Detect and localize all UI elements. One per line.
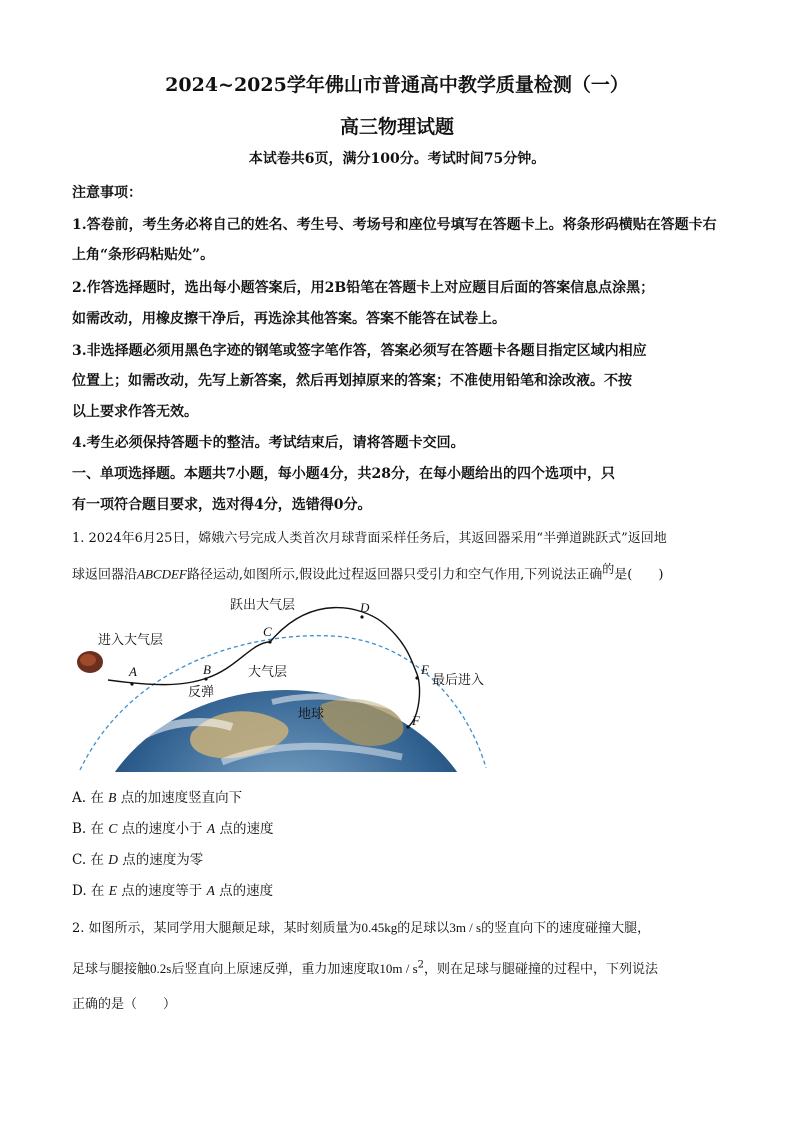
- exam-info: 本试卷共6页，满分100分。考试时间75分钟。: [248, 151, 546, 167]
- q1-path-label: ABCDEF: [137, 566, 187, 582]
- q1-line-2-d: 是( ): [614, 567, 664, 583]
- label-point-d: D: [360, 600, 370, 615]
- q1-option-b-text: 点的速度小于: [121, 821, 203, 837]
- q1-option-d-text2: 点的速度: [219, 883, 274, 899]
- label-jump-out: 跃出大气层: [230, 597, 296, 612]
- q1-option-b: [72, 817, 273, 837]
- q2-line-3: 正确的是（ ）: [72, 997, 177, 1012]
- q1-option-d: [72, 879, 273, 899]
- label-point-b: B: [203, 662, 211, 677]
- exam-title: 2024~2025学年佛山市普通高中教学质量检测（一）: [165, 74, 629, 96]
- point-e-dot: [415, 676, 418, 679]
- label-atmosphere: 大气层: [248, 664, 288, 679]
- point-a-dot: [130, 682, 133, 685]
- notice-heading: 注意事项：: [72, 185, 142, 201]
- point-f-dot: [406, 725, 409, 728]
- label-point-c: C: [263, 624, 272, 639]
- notice-line-5: 3.非选择题必须用黑色字迹的钢笔或签字笔作答，答案必须写在答题卡各题目指定区域内相应: [72, 343, 647, 359]
- q1-line-1: 1. 2024年6月25日，嫦娥六号完成人类首次月球背面采样任务后，其返回器采用“半弹道跳跃式”返回地: [72, 531, 667, 546]
- section-heading-line-2: 有一项符合题目要求，选对得4分，选错得0分。: [72, 497, 372, 513]
- q2-speed: 3m / s: [449, 920, 482, 935]
- q1-trajectory-figure: [72, 592, 492, 772]
- q1-option-b-text2: 点的速度: [219, 821, 274, 837]
- exam-subtitle: 高三物理试题: [339, 116, 454, 138]
- q1-option-c-text: 点的速度为零: [122, 852, 204, 868]
- notice-line-8: 4.考生必须保持答题卡的整洁。考试结束后，请将答题卡交回。: [72, 435, 465, 451]
- notice-line-6: 位置上；如需改动，先写上新答案，然后再划掉原来的答案；不准使用铅笔和涂改液。不按: [72, 373, 632, 389]
- notice-line-2: 上角“条形码粘贴处”。: [72, 247, 215, 263]
- notice-line-3: 2.作答选择题时，选出每小题答案后，用2B铅笔在答题卡上对应题目后面的答案信息点涂黑；: [72, 280, 655, 296]
- q2-line-2-b: 后竖直向上原速反弹，重力加速度取: [171, 962, 380, 977]
- q2-gravity: 10m / s: [379, 961, 418, 976]
- label-bounce: 反弹: [188, 684, 215, 699]
- q1-option-d-var2: A: [206, 883, 215, 898]
- label-last-enter: 最后进入: [432, 672, 485, 687]
- point-c-dot: [268, 640, 271, 643]
- q1-option-d-text: 点的速度等于: [121, 883, 203, 899]
- q2-gravity-exponent: 2: [417, 959, 425, 971]
- q1-option-c-prefix: C. 在: [72, 852, 104, 868]
- q2-line-1-b: 的足球以: [397, 921, 450, 936]
- label-enter-atmosphere: 进入大气层: [98, 632, 164, 647]
- q1-option-c-var: D: [108, 852, 118, 867]
- q1-line-2-c: 的: [602, 562, 615, 576]
- notice-line-4: 如需改动，用橡皮擦干净后，再选涂其他答案。答案不能答在试卷上。: [72, 311, 506, 327]
- q2-line-1-a: 2. 如图所示，某同学用大腿颠足球，某时刻质量为: [72, 921, 362, 936]
- label-earth: 地球: [298, 706, 325, 721]
- q1-option-a-var: B: [108, 790, 117, 805]
- section-heading-line-1: 一、单项选择题。本题共7小题，每小题4分，共28分，在每小题给出的四个选项中，只: [72, 466, 615, 482]
- q1-option-b-var2: A: [206, 821, 216, 836]
- q1-line-2: [72, 560, 663, 582]
- q2-line-1: [72, 917, 650, 936]
- q2-time: 0.2s: [150, 961, 172, 976]
- q1-option-a-text: 点的加速度竖直向下: [120, 790, 243, 806]
- label-point-a: A: [129, 664, 137, 679]
- q1-option-a: [72, 786, 242, 806]
- label-point-e: E: [421, 662, 429, 677]
- q2-line-2: [72, 958, 658, 977]
- notice-line-1: 1.答卷前，考生务必将自己的姓名、考生号、考场号和座位号填写在答题卡上。将条形码横贴在答题卡右: [72, 217, 717, 233]
- q2-line-2-c: ，则在足球与腿碰撞的过程中，下列说法: [424, 962, 659, 977]
- q1-option-d-var: E: [108, 883, 117, 898]
- label-point-f: F: [412, 713, 420, 728]
- q1-option-a-prefix: A. 在: [72, 790, 104, 806]
- q2-line-1-c: 的竖直向下的速度碰撞大腿，: [481, 921, 651, 936]
- q1-line-2-a: 球返回器沿: [72, 567, 138, 583]
- point-b-dot: [204, 677, 207, 680]
- q1-option-b-var: C: [108, 821, 118, 836]
- q1-line-2-b: 路径运动,如图所示,假设此过程返回器只受引力和空气作用,下列说法正确: [186, 567, 603, 583]
- notice-line-7: 以上要求作答无效。: [72, 404, 198, 420]
- q2-line-2-a: 足球与腿接触: [72, 962, 151, 977]
- return-capsule: [77, 651, 103, 673]
- q2-mass: 0.45kg: [361, 920, 398, 935]
- point-d-dot: [360, 615, 363, 618]
- q1-option-d-prefix: D. 在: [72, 883, 105, 899]
- q1-option-c: [72, 848, 203, 868]
- q1-option-b-prefix: B. 在: [72, 821, 105, 837]
